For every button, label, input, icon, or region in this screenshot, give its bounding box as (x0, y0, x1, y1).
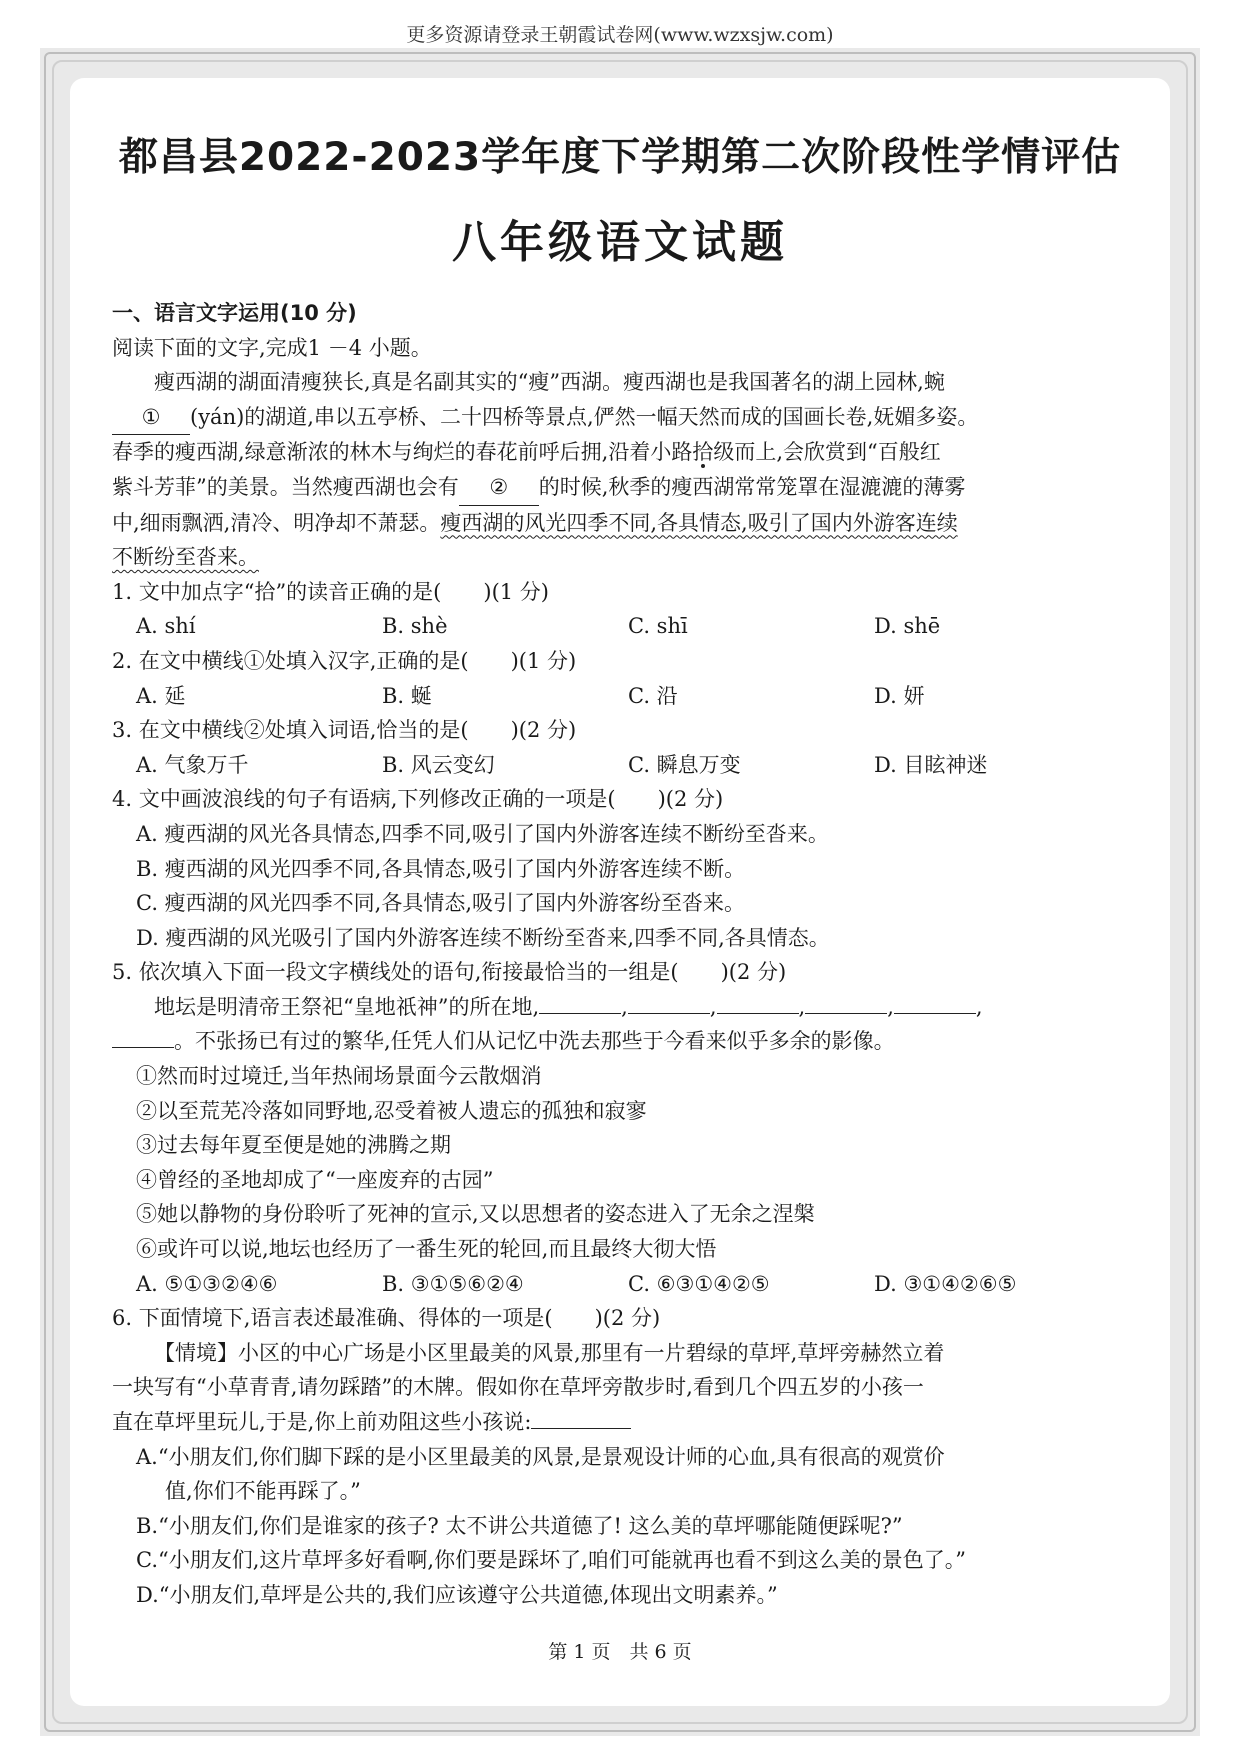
option[interactable]: A. 延 (136, 683, 186, 708)
list-item: ①然而时过境迁,当年热闹场景面今云散烟消 (136, 1064, 542, 1089)
option[interactable]: B. shè (382, 614, 448, 639)
passage-line (112, 540, 1132, 575)
option[interactable]: B. 风云变幻 (382, 752, 495, 777)
option[interactable]: B.“小朋友们,你们是谁家的孩子? 太不讲公共道德了! 这么美的草坪哪能随便踩呢?” (136, 1513, 903, 1538)
option[interactable]: C. ⑥③①④②⑤ (628, 1271, 770, 1296)
fill-blank[interactable] (112, 1047, 174, 1048)
option[interactable]: D. shē (874, 614, 941, 639)
fill-blank[interactable] (531, 1428, 631, 1429)
option[interactable]: C. shī (628, 614, 688, 639)
option[interactable]: D. 目眩神迷 (874, 752, 988, 777)
option[interactable]: A.“小朋友们,你们脚下踩的是小区里最美的风景,是景观设计师的心血,具有很高的观赏价 (136, 1444, 945, 1469)
option[interactable]: B. 蜒 (382, 683, 432, 708)
option-row (112, 748, 1132, 783)
option-row (112, 1267, 1132, 1302)
question-stem: 4. 文中画波浪线的句子有语病,下列修改正确的一项是( )(2 分) (112, 787, 724, 812)
exam-title: 都昌县2022-2023学年度下学期第二次阶段性学情评估 (118, 135, 1122, 180)
passage-line: 一块写有“小草青青,请勿踩踏”的木牌。假如你在草坪旁散步时,看到几个四五岁的小孩一 (112, 1375, 924, 1400)
list-item: ②以至荒芜冷落如同野地,忍受着被人遗忘的孤独和寂寥 (136, 1098, 647, 1123)
option-row (112, 679, 1132, 714)
option[interactable]: C. 沿 (628, 683, 678, 708)
passage-line: 春季的瘦西湖,绿意渐浓的林木与绚烂的春花前呼后拥,沿着小路拾级而上,会欣赏到“百般红 (112, 440, 941, 465)
page-number: 第 1 页 共 6 页 (548, 1641, 692, 1663)
option[interactable]: A. 瘦西湖的风光各具情态,四季不同,吸引了国内外游客连续不断纷至沓来。 (136, 821, 829, 846)
question-stem: 3. 在文中横线②处填入词语,恰当的是( )(2 分) (112, 718, 577, 743)
option[interactable]: D.“小朋友们,草坪是公共的,我们应该遵守公共道德,体现出文明素养。” (136, 1582, 778, 1607)
fill-blank[interactable] (805, 1013, 887, 1014)
option[interactable]: C. 瞬息万变 (628, 752, 741, 777)
option[interactable]: B. 瘦西湖的风光四季不同,各具情态,吸引了国内外游客连续不断。 (136, 856, 746, 881)
passage-line: ① (yán)的湖道,串以五亭桥、二十四桥等景点,俨然一幅天然而成的国画长卷,妩媚多姿。 (112, 400, 1132, 436)
passage-line: 直在草坪里玩儿,于是,你上前劝阻这些小孩说: (112, 1405, 1132, 1440)
exam-subtitle: 八年级语文试题 (452, 217, 788, 268)
question-stem: 2. 在文中横线①处填入汉字,正确的是( )(1 分) (112, 648, 577, 673)
option[interactable]: A. shí (136, 614, 196, 639)
passage-line: 紫斗芳菲”的美景。当然瘦西湖也会有 ② 的时候,秋季的瘦西湖常常笼罩在湿漉漉的薄雾 (112, 470, 1132, 506)
list-item: ④曾经的圣地却成了“一座废弃的古园” (136, 1167, 494, 1192)
fill-blank-2[interactable]: ② (459, 470, 539, 506)
fill-blank[interactable] (539, 1013, 621, 1014)
option[interactable]: C. 瘦西湖的风光四季不同,各具情态,吸引了国内外游客纷至沓来。 (136, 891, 746, 916)
option[interactable]: B. ③①⑤⑥②④ (382, 1271, 524, 1296)
option[interactable]: D. 瘦西湖的风光吸引了国内外游客连续不断纷至沓来,四季不同,各具情态。 (136, 925, 830, 950)
section-heading: 一、语言文字运用(10 分) (112, 301, 357, 325)
fill-blank[interactable] (894, 1013, 976, 1014)
option-row (112, 609, 1132, 644)
fill-blank[interactable] (717, 1013, 799, 1014)
exam-content (112, 296, 1132, 1613)
passage-line: 【情境】小区的中心广场是小区里最美的风景,那里有一片碧绿的草坪,草坪旁赫然立着 (154, 1340, 945, 1365)
dotted-character: 拾 (692, 440, 714, 465)
list-item: ⑥或许可以说,地坛也经历了一番生死的轮回,而且最终大彻大悟 (136, 1237, 717, 1262)
fill-blank[interactable] (628, 1013, 710, 1014)
option-continuation: 值,你们不能再踩了。” (165, 1479, 361, 1504)
wavy-underlined-sentence: 不断纷至沓来。 (112, 545, 259, 570)
section-instruction: 阅读下面的文字,完成1 －4 小题。 (112, 335, 432, 360)
passage-line: 地坛是明清帝王祭祀“皇地祇神”的所在地, , , , , , (154, 994, 983, 1019)
question-stem: 5. 依次填入下面一段文字横线处的语句,衔接最恰当的一组是( )(2 分) (112, 960, 787, 985)
wavy-underlined-sentence: 瘦西湖的风光四季不同,各具情态,吸引了国内外游客连续 (440, 510, 958, 535)
question-stem: 6. 下面情境下,语言表述最准确、得体的一项是( )(2 分) (112, 1306, 661, 1331)
option[interactable]: D. ③①④②⑥⑤ (874, 1271, 1017, 1296)
fill-blank-1[interactable]: ① (112, 400, 190, 436)
option[interactable]: A. ⑤①③②④⑥ (136, 1271, 278, 1296)
passage-line: 中,细雨飘洒,清冷、明净却不萧瑟。瘦西湖的风光四季不同,各具情态,吸引了国内外游客连续 (112, 510, 958, 535)
list-item: ⑤她以静物的身份聆听了死神的宣示,又以思想者的姿态进入了无余之涅槃 (136, 1202, 815, 1227)
option[interactable]: A. 气象万千 (136, 752, 249, 777)
list-item: ③过去每年夏至便是她的沸腾之期 (136, 1133, 451, 1158)
passage-line: 。不张扬已有过的繁华,任凭人们从记忆中洗去那些于今看来似乎多余的影像。 (112, 1024, 1132, 1059)
option[interactable]: C.“小朋友们,这片草坪多好看啊,你们要是踩坏了,咱们可能就再也看不到这么美的景色了。” (136, 1548, 966, 1573)
question-stem: 1. 文中加点字“拾”的读音正确的是( )(1 分) (112, 579, 549, 604)
watermark-header: 更多资源请登录王朝霞试卷网(www.wzxsjw.com) (406, 24, 834, 46)
passage-line: 瘦西湖的湖面清瘦狭长,真是名副其实的“瘦”西湖。瘦西湖也是我国著名的湖上园林,蜿 (154, 370, 945, 395)
option[interactable]: D. 妍 (874, 683, 925, 708)
